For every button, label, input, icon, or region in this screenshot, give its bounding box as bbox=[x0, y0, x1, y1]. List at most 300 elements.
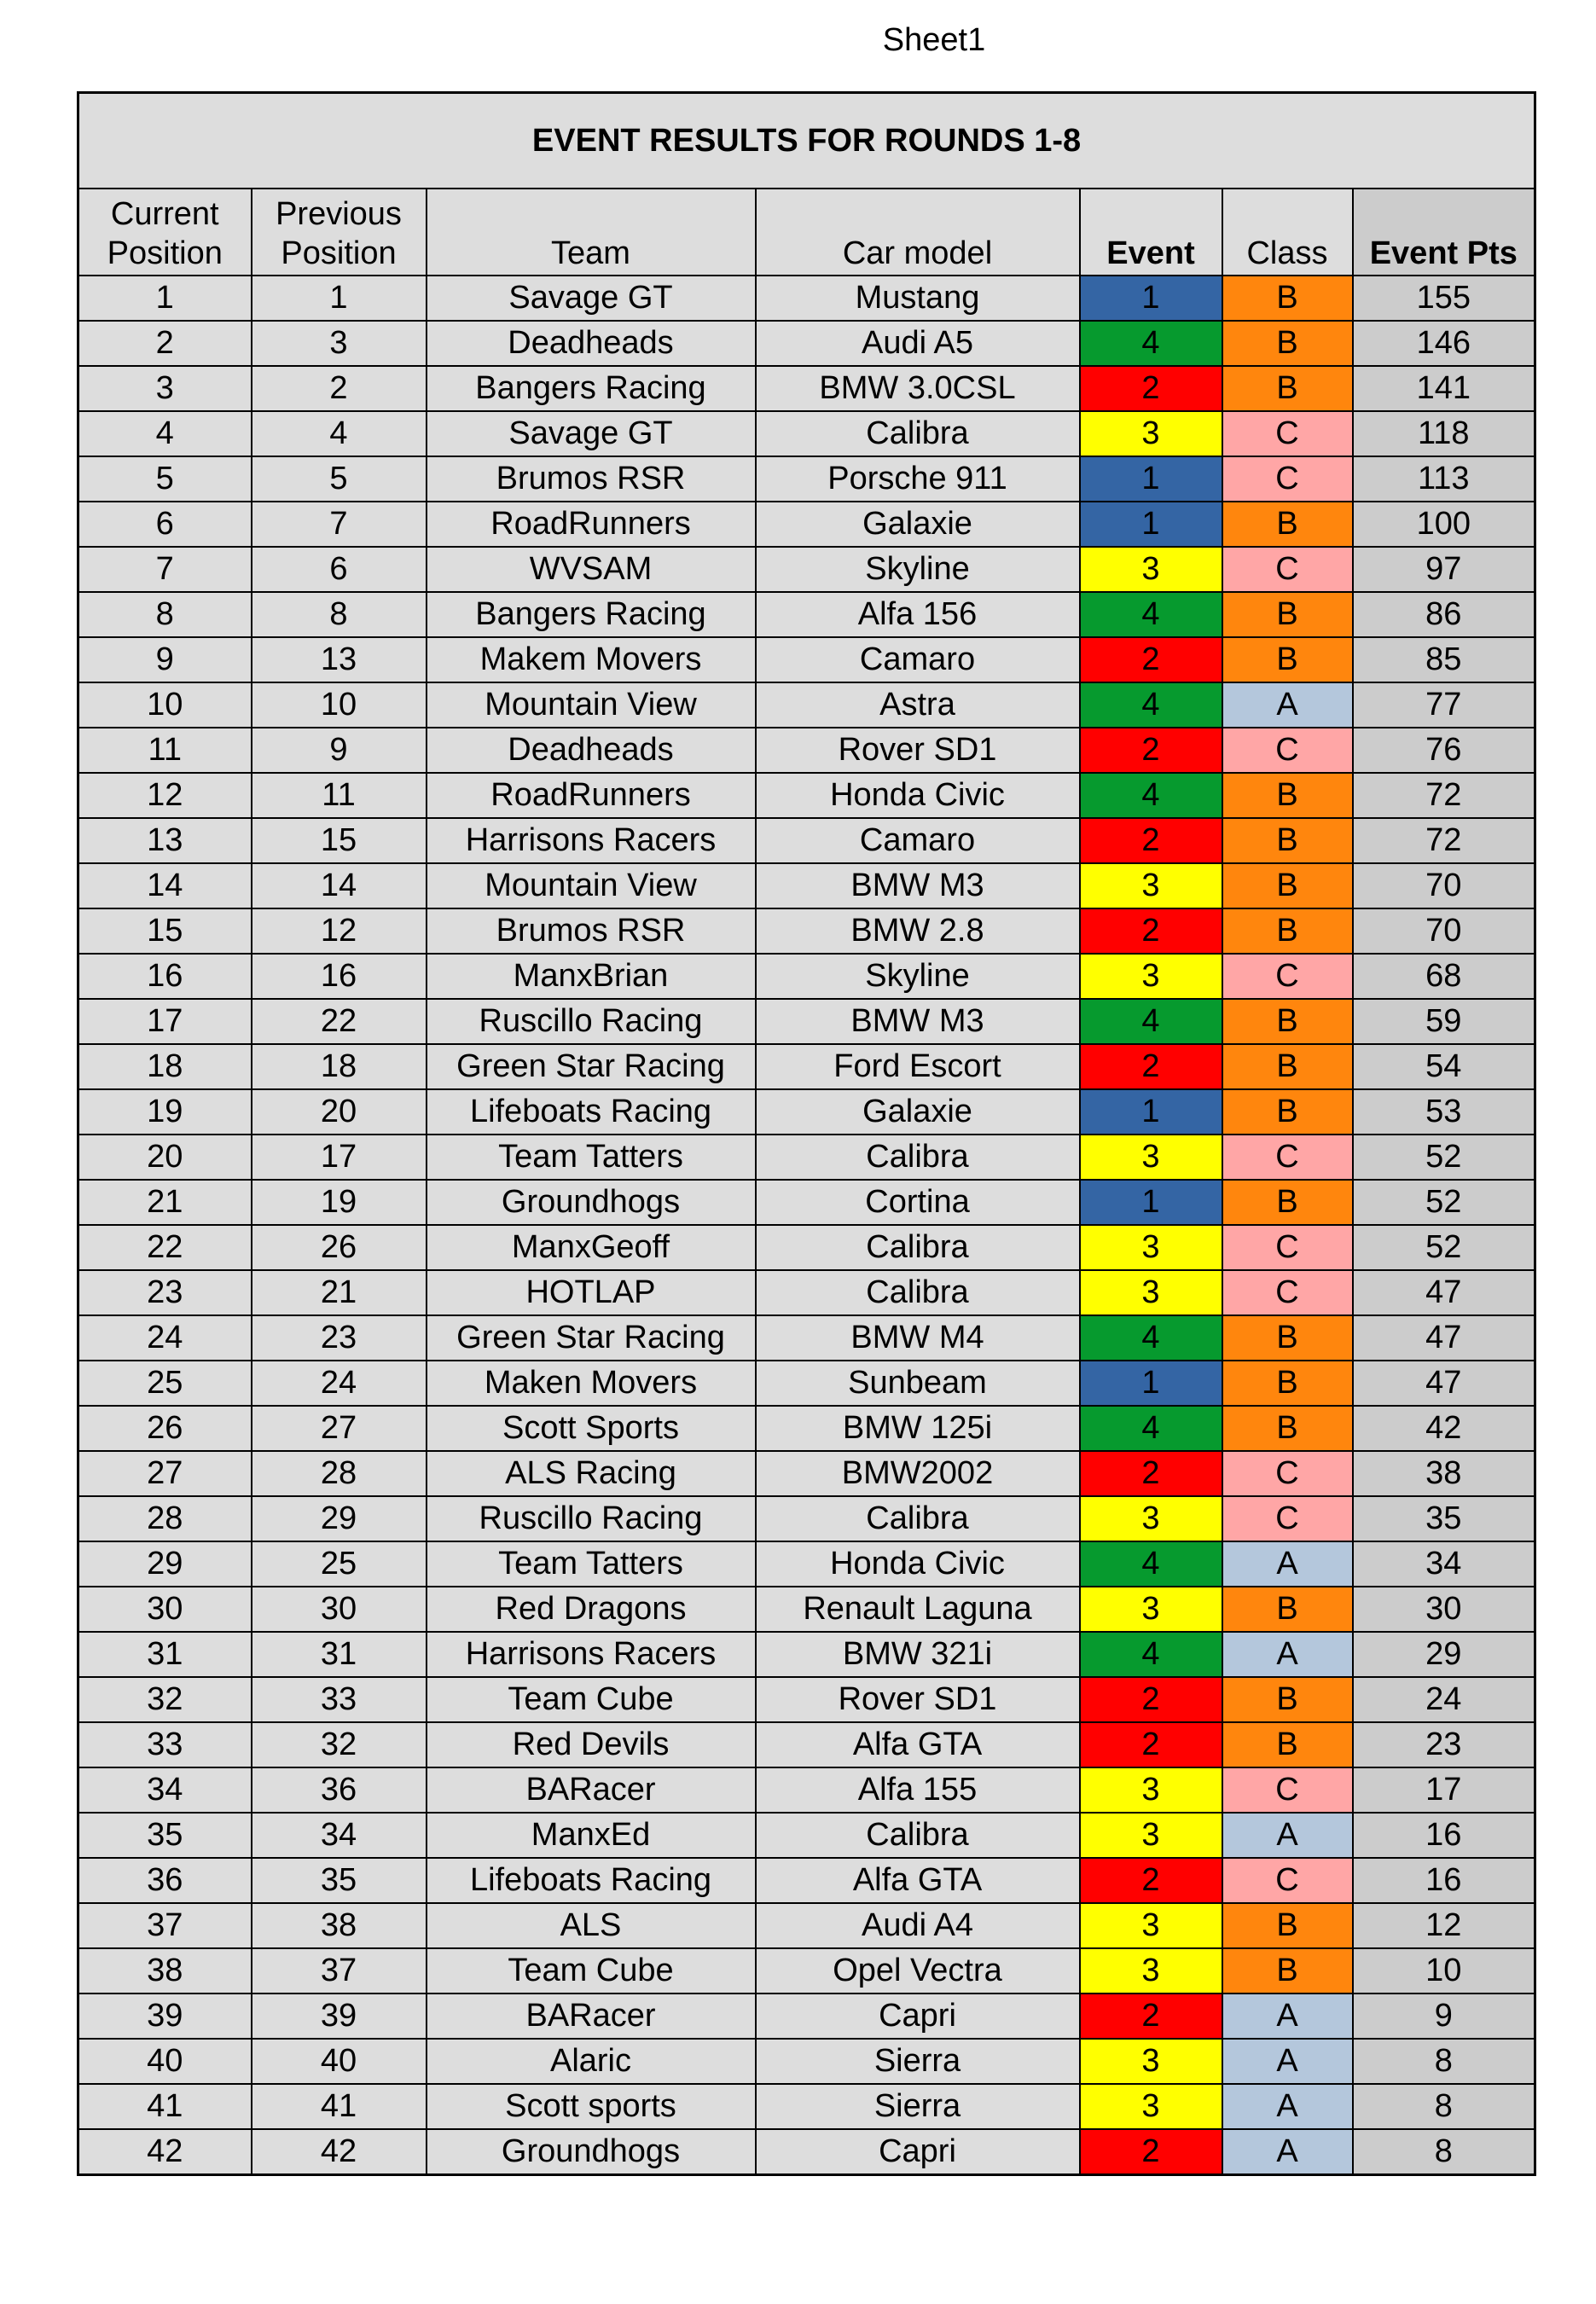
current-position-cell: 29 bbox=[78, 1541, 252, 1587]
table-row bbox=[78, 773, 1535, 818]
event-pts-cell: 17 bbox=[1353, 1767, 1535, 1813]
car-model-cell: Calibra bbox=[756, 411, 1080, 456]
event-pts-cell: 47 bbox=[1353, 1315, 1535, 1361]
car-model-cell: Alfa GTA bbox=[756, 1722, 1080, 1767]
table-row bbox=[78, 2084, 1535, 2129]
car-model-cell: Camaro bbox=[756, 818, 1080, 863]
header-line: Position bbox=[107, 235, 223, 271]
current-position-cell: 36 bbox=[78, 1858, 252, 1903]
previous-position-cell: 15 bbox=[252, 818, 427, 863]
event-cell: 3 bbox=[1080, 547, 1222, 592]
class-cell: B bbox=[1222, 1948, 1353, 1994]
event-cell: 4 bbox=[1080, 1632, 1222, 1677]
team-cell: ManxBrian bbox=[427, 954, 756, 999]
event-pts-cell: 9 bbox=[1353, 1994, 1535, 2039]
car-model-cell: BMW M3 bbox=[756, 999, 1080, 1044]
class-cell: C bbox=[1222, 1496, 1353, 1541]
current-position-cell: 39 bbox=[78, 1994, 252, 2039]
event-pts-cell: 23 bbox=[1353, 1722, 1535, 1767]
previous-position-cell: 2 bbox=[252, 366, 427, 411]
current-position-cell: 30 bbox=[78, 1587, 252, 1632]
class-cell: A bbox=[1222, 682, 1353, 728]
previous-position-cell: 35 bbox=[252, 1858, 427, 1903]
table-row bbox=[78, 637, 1535, 682]
class-cell: C bbox=[1222, 728, 1353, 773]
event-pts-cell: 70 bbox=[1353, 863, 1535, 908]
team-cell: HOTLAP bbox=[427, 1270, 756, 1315]
car-model-cell: Audi A5 bbox=[756, 321, 1080, 366]
previous-position-cell: 30 bbox=[252, 1587, 427, 1632]
team-cell: Team Cube bbox=[427, 1677, 756, 1722]
car-model-cell: Calibra bbox=[756, 1135, 1080, 1180]
class-cell: C bbox=[1222, 954, 1353, 999]
car-model-cell: Calibra bbox=[756, 1270, 1080, 1315]
current-position-cell: 10 bbox=[78, 682, 252, 728]
team-cell: Mountain View bbox=[427, 863, 756, 908]
current-position-cell: 27 bbox=[78, 1451, 252, 1496]
current-position-cell: 23 bbox=[78, 1270, 252, 1315]
current-position-cell: 5 bbox=[78, 456, 252, 502]
class-cell: B bbox=[1222, 321, 1353, 366]
table-row bbox=[78, 1677, 1535, 1722]
table-row bbox=[78, 1903, 1535, 1948]
header-row bbox=[78, 189, 1535, 276]
event-cell: 3 bbox=[1080, 1225, 1222, 1270]
event-cell: 4 bbox=[1080, 773, 1222, 818]
table-row bbox=[78, 2129, 1535, 2175]
class-cell: B bbox=[1222, 818, 1353, 863]
previous-position-cell: 17 bbox=[252, 1135, 427, 1180]
current-position-cell: 19 bbox=[78, 1089, 252, 1135]
event-pts-cell: 53 bbox=[1353, 1089, 1535, 1135]
event-cell: 2 bbox=[1080, 637, 1222, 682]
team-cell: RoadRunners bbox=[427, 502, 756, 547]
current-position-cell: 3 bbox=[78, 366, 252, 411]
table-row bbox=[78, 321, 1535, 366]
event-cell: 1 bbox=[1080, 502, 1222, 547]
car-model-cell: Camaro bbox=[756, 637, 1080, 682]
car-model-cell: Alfa 155 bbox=[756, 1767, 1080, 1813]
table-row bbox=[78, 728, 1535, 773]
event-cell: 3 bbox=[1080, 1270, 1222, 1315]
previous-position-cell: 21 bbox=[252, 1270, 427, 1315]
event-pts-cell: 85 bbox=[1353, 637, 1535, 682]
table-row bbox=[78, 1135, 1535, 1180]
team-cell: Green Star Racing bbox=[427, 1315, 756, 1361]
table-row bbox=[78, 1044, 1535, 1089]
team-cell: Green Star Racing bbox=[427, 1044, 756, 1089]
current-position-cell: 24 bbox=[78, 1315, 252, 1361]
team-cell: Makem Movers bbox=[427, 637, 756, 682]
previous-position-cell: 10 bbox=[252, 682, 427, 728]
current-position-cell: 9 bbox=[78, 637, 252, 682]
team-cell: RoadRunners bbox=[427, 773, 756, 818]
event-results-table bbox=[77, 91, 1536, 2176]
previous-position-cell: 1 bbox=[252, 276, 427, 321]
current-position-cell: 26 bbox=[78, 1406, 252, 1451]
team-cell: Red Devils bbox=[427, 1722, 756, 1767]
header-car-model: Car model bbox=[756, 189, 1080, 276]
car-model-cell: Porsche 911 bbox=[756, 456, 1080, 502]
event-cell: 2 bbox=[1080, 1994, 1222, 2039]
class-cell: B bbox=[1222, 366, 1353, 411]
event-cell: 3 bbox=[1080, 1903, 1222, 1948]
team-cell: ALS Racing bbox=[427, 1451, 756, 1496]
event-pts-cell: 10 bbox=[1353, 1948, 1535, 1994]
class-cell: B bbox=[1222, 592, 1353, 637]
previous-position-cell: 6 bbox=[252, 547, 427, 592]
car-model-cell: Rover SD1 bbox=[756, 728, 1080, 773]
team-cell: Bangers Racing bbox=[427, 592, 756, 637]
previous-position-cell: 20 bbox=[252, 1089, 427, 1135]
table-row bbox=[78, 1541, 1535, 1587]
car-model-cell: Renault Laguna bbox=[756, 1587, 1080, 1632]
table-row bbox=[78, 1813, 1535, 1858]
previous-position-cell: 26 bbox=[252, 1225, 427, 1270]
previous-position-cell: 9 bbox=[252, 728, 427, 773]
event-pts-cell: 47 bbox=[1353, 1361, 1535, 1406]
event-cell: 3 bbox=[1080, 1813, 1222, 1858]
previous-position-cell: 36 bbox=[252, 1767, 427, 1813]
class-cell: B bbox=[1222, 999, 1353, 1044]
current-position-cell: 16 bbox=[78, 954, 252, 999]
current-position-cell: 42 bbox=[78, 2129, 252, 2175]
car-model-cell: BMW 321i bbox=[756, 1632, 1080, 1677]
previous-position-cell: 23 bbox=[252, 1315, 427, 1361]
team-cell: Groundhogs bbox=[427, 1180, 756, 1225]
previous-position-cell: 4 bbox=[252, 411, 427, 456]
class-cell: B bbox=[1222, 773, 1353, 818]
table-row bbox=[78, 1406, 1535, 1451]
previous-position-cell: 13 bbox=[252, 637, 427, 682]
header-class: Class bbox=[1222, 189, 1353, 276]
table-row bbox=[78, 2039, 1535, 2084]
team-cell: Brumos RSR bbox=[427, 456, 756, 502]
current-position-cell: 12 bbox=[78, 773, 252, 818]
event-pts-cell: 8 bbox=[1353, 2039, 1535, 2084]
event-pts-cell: 52 bbox=[1353, 1135, 1535, 1180]
event-cell: 3 bbox=[1080, 863, 1222, 908]
previous-position-cell: 8 bbox=[252, 592, 427, 637]
class-cell: B bbox=[1222, 1044, 1353, 1089]
header-event-pts: Event Pts bbox=[1353, 189, 1535, 276]
class-cell: B bbox=[1222, 502, 1353, 547]
car-model-cell: BMW M4 bbox=[756, 1315, 1080, 1361]
class-cell: B bbox=[1222, 637, 1353, 682]
event-cell: 3 bbox=[1080, 2084, 1222, 2129]
sheet-name: Sheet1 bbox=[882, 22, 986, 58]
previous-position-cell: 28 bbox=[252, 1451, 427, 1496]
current-position-cell: 34 bbox=[78, 1767, 252, 1813]
current-position-cell: 38 bbox=[78, 1948, 252, 1994]
event-pts-cell: 47 bbox=[1353, 1270, 1535, 1315]
current-position-cell: 14 bbox=[78, 863, 252, 908]
event-pts-cell: 42 bbox=[1353, 1406, 1535, 1451]
table-row bbox=[78, 908, 1535, 954]
current-position-cell: 20 bbox=[78, 1135, 252, 1180]
event-cell: 2 bbox=[1080, 2129, 1222, 2175]
current-position-cell: 2 bbox=[78, 321, 252, 366]
car-model-cell: BMW 3.0CSL bbox=[756, 366, 1080, 411]
class-cell: B bbox=[1222, 1361, 1353, 1406]
event-cell: 4 bbox=[1080, 1315, 1222, 1361]
previous-position-cell: 12 bbox=[252, 908, 427, 954]
class-cell: B bbox=[1222, 1587, 1353, 1632]
previous-position-cell: 31 bbox=[252, 1632, 427, 1677]
previous-position-cell: 29 bbox=[252, 1496, 427, 1541]
car-model-cell: Calibra bbox=[756, 1813, 1080, 1858]
event-pts-cell: 12 bbox=[1353, 1903, 1535, 1948]
car-model-cell: Skyline bbox=[756, 547, 1080, 592]
team-cell: Savage GT bbox=[427, 276, 756, 321]
car-model-cell: BMW M3 bbox=[756, 863, 1080, 908]
event-pts-cell: 76 bbox=[1353, 728, 1535, 773]
class-cell: C bbox=[1222, 411, 1353, 456]
event-cell: 3 bbox=[1080, 954, 1222, 999]
class-cell: C bbox=[1222, 1270, 1353, 1315]
car-model-cell: Capri bbox=[756, 1994, 1080, 2039]
team-cell: Bangers Racing bbox=[427, 366, 756, 411]
event-pts-cell: 72 bbox=[1353, 773, 1535, 818]
previous-position-cell: 24 bbox=[252, 1361, 427, 1406]
car-model-cell: Honda Civic bbox=[756, 773, 1080, 818]
previous-position-cell: 19 bbox=[252, 1180, 427, 1225]
event-cell: 2 bbox=[1080, 1677, 1222, 1722]
event-cell: 2 bbox=[1080, 1722, 1222, 1767]
team-cell: Groundhogs bbox=[427, 2129, 756, 2175]
table-row bbox=[78, 1632, 1535, 1677]
class-cell: A bbox=[1222, 2129, 1353, 2175]
car-model-cell: Astra bbox=[756, 682, 1080, 728]
event-pts-cell: 100 bbox=[1353, 502, 1535, 547]
event-pts-cell: 35 bbox=[1353, 1496, 1535, 1541]
event-pts-cell: 54 bbox=[1353, 1044, 1535, 1089]
table-row bbox=[78, 547, 1535, 592]
car-model-cell: Calibra bbox=[756, 1496, 1080, 1541]
event-cell: 2 bbox=[1080, 818, 1222, 863]
previous-position-cell: 16 bbox=[252, 954, 427, 999]
table-row bbox=[78, 1948, 1535, 1994]
event-cell: 4 bbox=[1080, 321, 1222, 366]
event-pts-cell: 141 bbox=[1353, 366, 1535, 411]
header-team: Team bbox=[427, 189, 756, 276]
team-cell: Deadheads bbox=[427, 728, 756, 773]
current-position-cell: 21 bbox=[78, 1180, 252, 1225]
class-cell: B bbox=[1222, 1315, 1353, 1361]
team-cell: BARacer bbox=[427, 1767, 756, 1813]
event-cell: 3 bbox=[1080, 1135, 1222, 1180]
current-position-cell: 35 bbox=[78, 1813, 252, 1858]
class-cell: B bbox=[1222, 1677, 1353, 1722]
class-cell: B bbox=[1222, 863, 1353, 908]
table-row bbox=[78, 682, 1535, 728]
previous-position-cell: 11 bbox=[252, 773, 427, 818]
class-cell: A bbox=[1222, 1541, 1353, 1587]
class-cell: B bbox=[1222, 1180, 1353, 1225]
event-cell: 2 bbox=[1080, 728, 1222, 773]
event-cell: 1 bbox=[1080, 1361, 1222, 1406]
previous-position-cell: 41 bbox=[252, 2084, 427, 2129]
team-cell: Savage GT bbox=[427, 411, 756, 456]
header-line: Position bbox=[281, 235, 397, 271]
header-line: Current bbox=[110, 196, 219, 232]
event-pts-cell: 77 bbox=[1353, 682, 1535, 728]
team-cell: Lifeboats Racing bbox=[427, 1089, 756, 1135]
car-model-cell: Rover SD1 bbox=[756, 1677, 1080, 1722]
class-cell: B bbox=[1222, 1722, 1353, 1767]
table-row bbox=[78, 502, 1535, 547]
team-cell: Alaric bbox=[427, 2039, 756, 2084]
event-pts-cell: 52 bbox=[1353, 1180, 1535, 1225]
current-position-cell: 18 bbox=[78, 1044, 252, 1089]
car-model-cell: Cortina bbox=[756, 1180, 1080, 1225]
previous-position-cell: 37 bbox=[252, 1948, 427, 1994]
car-model-cell: Mustang bbox=[756, 276, 1080, 321]
header-line: Previous bbox=[276, 196, 402, 232]
event-cell: 3 bbox=[1080, 411, 1222, 456]
event-cell: 2 bbox=[1080, 1451, 1222, 1496]
event-cell: 4 bbox=[1080, 682, 1222, 728]
team-cell: Mountain View bbox=[427, 682, 756, 728]
event-pts-cell: 16 bbox=[1353, 1858, 1535, 1903]
car-model-cell: Capri bbox=[756, 2129, 1080, 2175]
current-position-cell: 31 bbox=[78, 1632, 252, 1677]
event-pts-cell: 146 bbox=[1353, 321, 1535, 366]
event-pts-cell: 97 bbox=[1353, 547, 1535, 592]
class-cell: C bbox=[1222, 1858, 1353, 1903]
car-model-cell: Ford Escort bbox=[756, 1044, 1080, 1089]
class-cell: A bbox=[1222, 2039, 1353, 2084]
team-cell: ALS bbox=[427, 1903, 756, 1948]
class-cell: B bbox=[1222, 276, 1353, 321]
current-position-cell: 4 bbox=[78, 411, 252, 456]
event-pts-cell: 34 bbox=[1353, 1541, 1535, 1587]
team-cell: Deadheads bbox=[427, 321, 756, 366]
current-position-cell: 32 bbox=[78, 1677, 252, 1722]
event-pts-cell: 8 bbox=[1353, 2084, 1535, 2129]
current-position-cell: 37 bbox=[78, 1903, 252, 1948]
current-position-cell: 6 bbox=[78, 502, 252, 547]
previous-position-cell: 27 bbox=[252, 1406, 427, 1451]
team-cell: Lifeboats Racing bbox=[427, 1858, 756, 1903]
current-position-cell: 13 bbox=[78, 818, 252, 863]
table-row bbox=[78, 592, 1535, 637]
previous-position-cell: 40 bbox=[252, 2039, 427, 2084]
table-row bbox=[78, 411, 1535, 456]
table-row bbox=[78, 1270, 1535, 1315]
event-pts-cell: 38 bbox=[1353, 1451, 1535, 1496]
table-row bbox=[78, 1451, 1535, 1496]
team-cell: ManxEd bbox=[427, 1813, 756, 1858]
table-row bbox=[78, 818, 1535, 863]
previous-position-cell: 39 bbox=[252, 1994, 427, 2039]
current-position-cell: 22 bbox=[78, 1225, 252, 1270]
table-row bbox=[78, 1858, 1535, 1903]
team-cell: Ruscillo Racing bbox=[427, 1496, 756, 1541]
current-position-cell: 8 bbox=[78, 592, 252, 637]
car-model-cell: Galaxie bbox=[756, 1089, 1080, 1135]
event-cell: 2 bbox=[1080, 1044, 1222, 1089]
event-cell: 4 bbox=[1080, 1406, 1222, 1451]
team-cell: Red Dragons bbox=[427, 1587, 756, 1632]
current-position-cell: 15 bbox=[78, 908, 252, 954]
class-cell: A bbox=[1222, 2084, 1353, 2129]
class-cell: B bbox=[1222, 1903, 1353, 1948]
table-row bbox=[78, 1361, 1535, 1406]
car-model-cell: Sierra bbox=[756, 2039, 1080, 2084]
table-row bbox=[78, 366, 1535, 411]
event-cell: 3 bbox=[1080, 2039, 1222, 2084]
team-cell: Harrisons Racers bbox=[427, 818, 756, 863]
class-cell: B bbox=[1222, 908, 1353, 954]
event-pts-cell: 29 bbox=[1353, 1632, 1535, 1677]
event-pts-cell: 70 bbox=[1353, 908, 1535, 954]
current-position-cell: 41 bbox=[78, 2084, 252, 2129]
event-pts-cell: 16 bbox=[1353, 1813, 1535, 1858]
car-model-cell: Alfa 156 bbox=[756, 592, 1080, 637]
team-cell: Team Cube bbox=[427, 1948, 756, 1994]
header-event: Event bbox=[1080, 189, 1222, 276]
team-cell: Ruscillo Racing bbox=[427, 999, 756, 1044]
header-previous-position bbox=[252, 189, 427, 276]
previous-position-cell: 32 bbox=[252, 1722, 427, 1767]
class-cell: B bbox=[1222, 1406, 1353, 1451]
team-cell: Harrisons Racers bbox=[427, 1632, 756, 1677]
event-cell: 2 bbox=[1080, 908, 1222, 954]
table-row bbox=[78, 999, 1535, 1044]
class-cell: C bbox=[1222, 1451, 1353, 1496]
event-pts-cell: 86 bbox=[1353, 592, 1535, 637]
class-cell: C bbox=[1222, 1135, 1353, 1180]
team-cell: Scott Sports bbox=[427, 1406, 756, 1451]
table-row bbox=[78, 456, 1535, 502]
event-cell: 1 bbox=[1080, 1089, 1222, 1135]
previous-position-cell: 3 bbox=[252, 321, 427, 366]
event-pts-cell: 155 bbox=[1353, 276, 1535, 321]
team-cell: Brumos RSR bbox=[427, 908, 756, 954]
event-pts-cell: 72 bbox=[1353, 818, 1535, 863]
car-model-cell: Skyline bbox=[756, 954, 1080, 999]
event-cell: 1 bbox=[1080, 1180, 1222, 1225]
previous-position-cell: 18 bbox=[252, 1044, 427, 1089]
table-row bbox=[78, 276, 1535, 321]
current-position-cell: 7 bbox=[78, 547, 252, 592]
team-cell: Maken Movers bbox=[427, 1361, 756, 1406]
previous-position-cell: 38 bbox=[252, 1903, 427, 1948]
event-cell: 3 bbox=[1080, 1587, 1222, 1632]
current-position-cell: 40 bbox=[78, 2039, 252, 2084]
previous-position-cell: 42 bbox=[252, 2129, 427, 2175]
car-model-cell: Alfa GTA bbox=[756, 1858, 1080, 1903]
class-cell: A bbox=[1222, 1994, 1353, 2039]
car-model-cell: Sunbeam bbox=[756, 1361, 1080, 1406]
event-cell: 2 bbox=[1080, 366, 1222, 411]
previous-position-cell: 14 bbox=[252, 863, 427, 908]
team-cell: WVSAM bbox=[427, 547, 756, 592]
event-cell: 1 bbox=[1080, 276, 1222, 321]
table-row bbox=[78, 1496, 1535, 1541]
event-pts-cell: 113 bbox=[1353, 456, 1535, 502]
car-model-cell: Opel Vectra bbox=[756, 1948, 1080, 1994]
car-model-cell: Galaxie bbox=[756, 502, 1080, 547]
event-pts-cell: 24 bbox=[1353, 1677, 1535, 1722]
team-cell: Team Tatters bbox=[427, 1135, 756, 1180]
car-model-cell: Calibra bbox=[756, 1225, 1080, 1270]
event-pts-cell: 68 bbox=[1353, 954, 1535, 999]
class-cell: C bbox=[1222, 1767, 1353, 1813]
previous-position-cell: 7 bbox=[252, 502, 427, 547]
table-row bbox=[78, 954, 1535, 999]
